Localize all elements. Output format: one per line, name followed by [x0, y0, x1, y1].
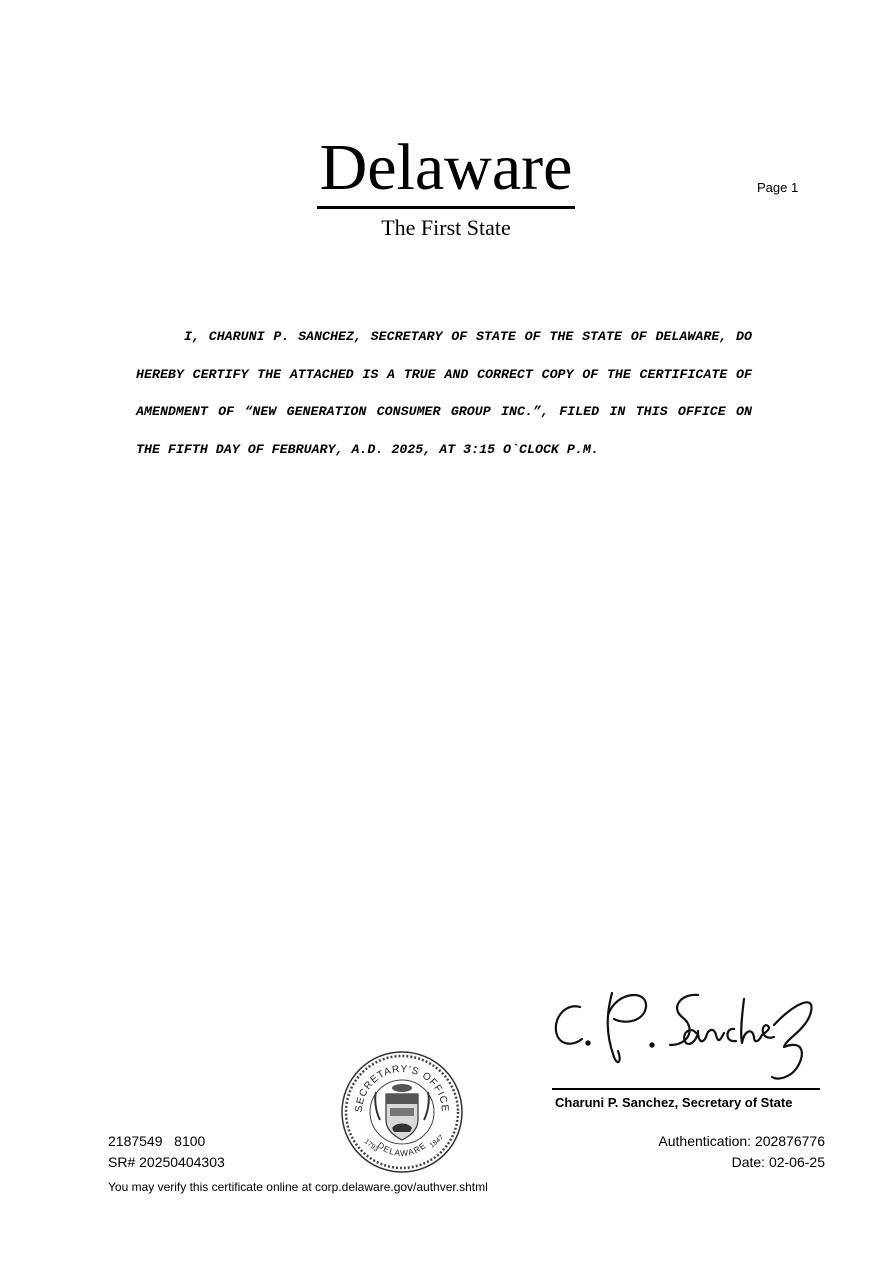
state-title: Delaware — [317, 130, 576, 209]
certification-text: I, CHARUNI P. SANCHEZ, SECRETARY OF STATE OF THE STATE OF DELAWARE, DO HEREBY CERTIFY THE ATTACHED IS A TRUE AND CORRECT COPY OF THE CERTIFICATE OF AMENDMENT OF “NEW GENERATION CONSUMER GROUP INC.”, FILED IN THIS OFFICE ON THE FIFTH DAY OF FEBRUARY, A.D. 2025, AT 3:15 O`CLOCK P.M. — [136, 329, 752, 457]
signature-line — [552, 1088, 820, 1090]
file-number: 2187549 8100 — [108, 1133, 206, 1149]
verification-note: You may verify this certificate online at corp.delaware.gov/authver.shtml — [108, 1180, 488, 1194]
seal-year-right: 1847 — [428, 1134, 446, 1150]
signer-name: Charuni P. Sanchez, Secretary of State — [555, 1095, 793, 1110]
authentication-number: Authentication: 202876776 — [658, 1133, 825, 1149]
certificate-date: Date: 02-06-25 — [731, 1154, 825, 1170]
seal-bottom-text: DELAWARE — [375, 1139, 429, 1159]
state-motto: The First State — [381, 215, 511, 240]
seal-year-left: 1793 — [362, 1138, 380, 1154]
seal-top-text: SECRETARY'S OFFICE — [353, 1063, 451, 1113]
secretary-seal-icon — [340, 1050, 464, 1174]
sr-number: SR# 20250404303 — [108, 1154, 225, 1170]
svg-text:DELAWARE — [376, 1140, 429, 1158]
page-number: Page 1 — [757, 180, 799, 195]
signature-image — [548, 985, 824, 1087]
